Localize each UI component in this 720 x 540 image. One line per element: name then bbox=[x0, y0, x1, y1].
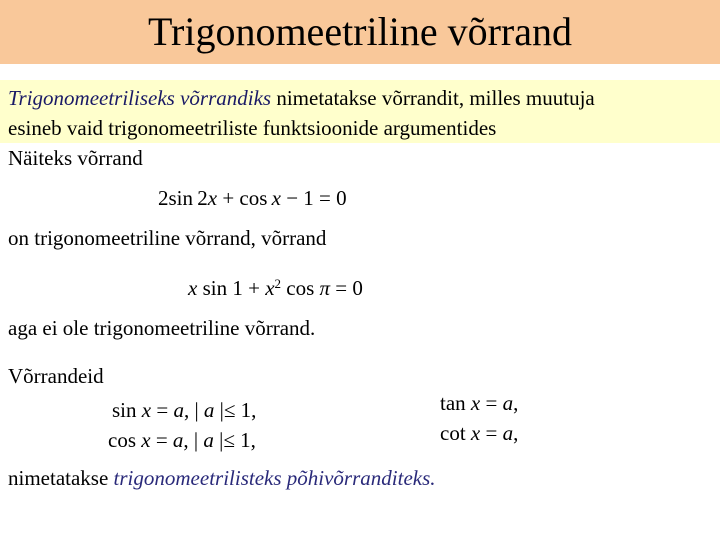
cos-x: x bbox=[141, 428, 151, 452]
tan-fn: tan bbox=[440, 391, 471, 415]
tan-eq: = bbox=[480, 391, 503, 415]
title-bar bbox=[0, 0, 720, 64]
conclusion bbox=[8, 466, 436, 490]
definition-line-1 bbox=[8, 86, 595, 110]
cos-cond-close: |≤ 1, bbox=[213, 428, 256, 452]
conclusion-prefix: nimetatakse bbox=[8, 466, 114, 490]
cos-fn: cos bbox=[108, 428, 142, 452]
sin-a: a bbox=[173, 398, 184, 422]
eq2-sin1: sin 1 + bbox=[197, 276, 266, 300]
eq2-exp: 2 bbox=[274, 275, 282, 291]
eq2-x: x bbox=[188, 276, 198, 300]
basic-eq-tan bbox=[440, 391, 518, 415]
basic-eq-cot bbox=[440, 421, 518, 445]
cot-a: a bbox=[502, 421, 514, 445]
cot-x: x bbox=[470, 421, 481, 445]
sin-cond-a: a bbox=[203, 398, 215, 422]
sin-cond-open: , | bbox=[183, 398, 204, 422]
definition-term: Trigonomeetriliseks võrrandiks bbox=[8, 86, 272, 110]
slide-title: Trigonomeetriline võrrand bbox=[147, 9, 572, 54]
basic-eq-cos bbox=[108, 428, 256, 452]
cot-eq: = bbox=[480, 421, 503, 445]
eq1-rest: − 1 = 0 bbox=[280, 186, 347, 210]
equation-1 bbox=[158, 186, 347, 210]
eq1-cos: cos bbox=[239, 186, 268, 210]
sin-eq: = bbox=[151, 398, 174, 422]
cos-cond-a: a bbox=[203, 428, 214, 452]
cos-a: a bbox=[172, 428, 184, 452]
sin-x: x bbox=[141, 398, 152, 422]
conclusion-end: . bbox=[430, 466, 436, 490]
eq1-var: x bbox=[207, 186, 218, 210]
eq1-var-2: x bbox=[271, 186, 281, 210]
eq2-x2: x bbox=[265, 276, 275, 300]
equation-2 bbox=[188, 276, 363, 300]
cos-eq: = bbox=[150, 428, 173, 452]
tan-end: , bbox=[513, 391, 519, 415]
sin-fn: sin bbox=[112, 398, 142, 422]
eq1-coef: 2 bbox=[158, 186, 169, 210]
cot-fn: cot bbox=[440, 421, 471, 445]
definition-rest: nimetatakse võrrandit, milles muutuja bbox=[271, 86, 595, 110]
not-trig-text: aga ei ole trigonomeetriline võrrand. bbox=[8, 316, 316, 340]
eq1-arg-coef: 2 bbox=[197, 186, 208, 210]
basic-eq-sin bbox=[112, 398, 256, 422]
cos-cond-open: , | bbox=[183, 428, 204, 452]
eq2-cos: cos bbox=[281, 276, 320, 300]
example-intro: Näiteks võrrand bbox=[8, 146, 143, 170]
tan-x: x bbox=[470, 391, 481, 415]
cot-end: , bbox=[513, 421, 519, 445]
equations-label: Võrrandeid bbox=[8, 364, 104, 388]
eq1-plus: + bbox=[217, 186, 240, 210]
eq2-pi: π bbox=[319, 276, 331, 300]
eq1-sin: sin bbox=[168, 186, 194, 210]
conclusion-term: trigonomeetrilisteks põhivõrranditeks bbox=[113, 466, 431, 490]
tan-a: a bbox=[502, 391, 514, 415]
definition-line-2: esineb vaid trigonomeetriliste funktsioonide argumentides bbox=[8, 116, 497, 140]
sin-cond-close: |≤ 1, bbox=[214, 398, 257, 422]
eq2-eq0: = 0 bbox=[330, 276, 363, 300]
is-trig-text: on trigonomeetriline võrrand, võrrand bbox=[8, 226, 327, 250]
